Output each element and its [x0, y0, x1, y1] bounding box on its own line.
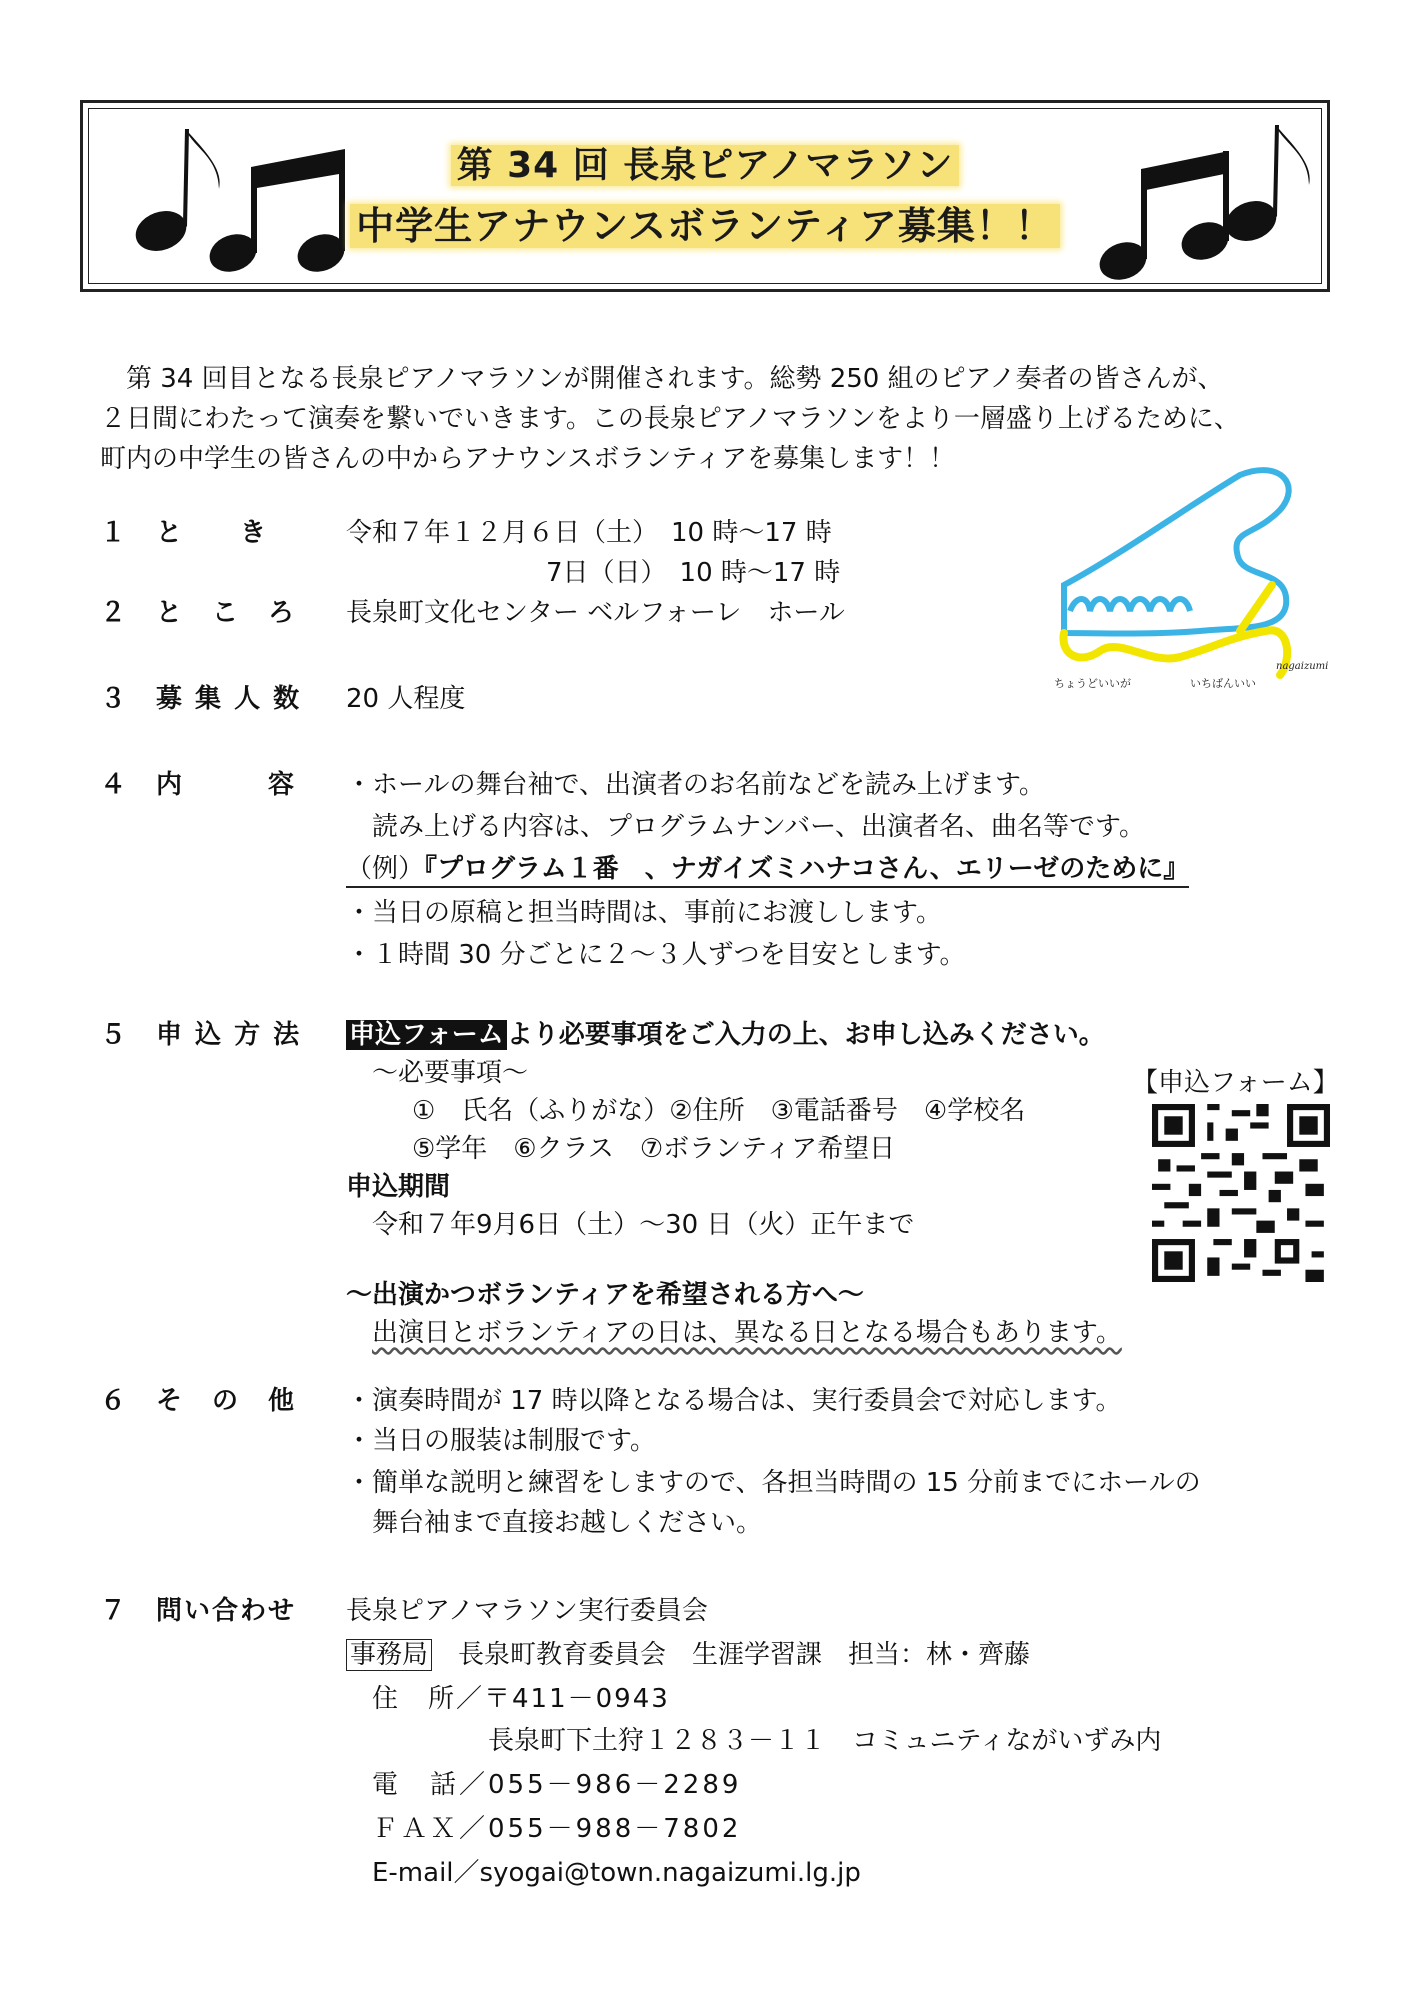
section-5-apply	[346, 1014, 1105, 1051]
logo-signature: nagaizumi	[1276, 661, 1329, 672]
intro-line2: ２日間にわたって演奏を繋いでいきます。この長泉ピアノマラソンをより一層盛り上げるために、	[100, 404, 1240, 434]
required-items-line1: ① 氏名（ふりがな）②住所 ③電話番号 ④学校名	[412, 1096, 1026, 1126]
logo-caption-right: いちばんいい	[1190, 677, 1256, 690]
example-prefix: （例）	[346, 854, 425, 884]
section-4-label: ４ 内 容	[100, 770, 297, 800]
piano-logo-image	[1040, 465, 1330, 695]
contact-tel: 電 話／055－986－2289	[372, 1770, 742, 1800]
office-label: 事務局	[346, 1639, 432, 1671]
contact-email-link[interactable]: E-mail／syogai@town.nagaizumi.lg.jp	[372, 1858, 861, 1888]
contact-address2: 長泉町下土狩１２８３－１１ コミュニティながいずみ内	[488, 1726, 1162, 1756]
section-6-label: ６ そ の 他	[100, 1386, 297, 1416]
contact-fax: ＦＡＸ／055－988－7802	[372, 1814, 742, 1844]
section-4-example	[346, 848, 1189, 888]
section-1-label: １ と き	[100, 518, 269, 548]
apply-instruction: より必要事項をご入力の上、お申し込みください。	[506, 1020, 1105, 1050]
intro-line3: 町内の中学生の皆さんの中からアナウンスボランティアを募集します！！	[100, 444, 956, 474]
section-6-line2: ・当日の服装は制服です。	[346, 1426, 656, 1456]
page-title-line1: 第 34 回 長泉ピアノマラソン	[83, 137, 1327, 188]
office-value: 長泉町教育委員会 生涯学習課 担当：林・齊藤	[458, 1640, 1031, 1670]
qr-code-image[interactable]	[1152, 1104, 1330, 1282]
section-1-date1: 令和７年１２月６日（土） 10 時～17 時	[346, 518, 832, 548]
contact-office	[346, 1634, 1030, 1671]
required-heading: ～必要事項～	[372, 1058, 529, 1088]
page-title-line2: 中学生アナウンスボランティア募集！！	[83, 195, 1327, 250]
section-5-label: ５ 申 込 方 法	[100, 1020, 302, 1050]
section-4-line4: ・当日の原稿と担当時間は、事前にお渡しします。	[346, 898, 942, 928]
section-3-label: ３ 募 集 人 数	[100, 684, 302, 714]
header-banner	[80, 100, 1330, 292]
section-6-line3: ・簡単な説明と練習をしますので、各担当時間の 15 分前までにホールの	[346, 1468, 1201, 1498]
section-2-venue: 長泉町文化センター ベルフォーレ ホール	[346, 598, 845, 628]
section-4-line1: ・ホールの舞台袖で、出演者のお名前などを読み上げます。	[346, 770, 1045, 800]
section-6-line4: 舞台袖まで直接お越しください。	[372, 1508, 763, 1538]
section-7-label: ７ 問い合わせ	[100, 1596, 297, 1626]
required-items-line2: ⑤学年 ⑥クラス ⑦ボランティア希望日	[412, 1134, 896, 1164]
performer-note: 出演日とボランティアの日は、異なる日となる場合もあります。	[372, 1318, 1122, 1348]
section-2-label: ２ と こ ろ	[100, 598, 297, 628]
performer-heading: ～出演かつボランティアを希望される方へ～	[346, 1280, 864, 1310]
section-4-line2: 読み上げる内容は、プログラムナンバー、出演者名、曲名等です。	[372, 812, 1145, 842]
application-form-link[interactable]: 申込フォーム	[346, 1020, 507, 1050]
contact-address1: 住 所／〒411－0943	[372, 1684, 670, 1714]
section-3-count: 20 人程度	[346, 684, 466, 714]
section-1-date2: 7日（日） 10 時～17 時	[546, 558, 841, 588]
qr-label: 【申込フォーム】	[1132, 1068, 1339, 1098]
example-body: 『プログラム１番 、ナガイズミハナコさん、エリーゼのために』	[424, 854, 1190, 884]
period-value: 令和７年9月6日（土）～30 日（火）正午まで	[372, 1210, 915, 1240]
section-4-line5: ・１時間 30 分ごとに２～３人ずつを目安とします。	[346, 940, 966, 970]
logo-caption-left: ちょうどいいが	[1054, 677, 1131, 690]
section-6-line1: ・演奏時間が 17 時以降となる場合は、実行委員会で対応します。	[346, 1386, 1122, 1416]
intro-line1: 第 34 回目となる長泉ピアノマラソンが開催されます。総勢 250 組のピアノ奏者の皆さんが、	[100, 364, 1224, 394]
period-heading: 申込期間	[346, 1172, 451, 1202]
contact-org: 長泉ピアノマラソン実行委員会	[346, 1596, 708, 1626]
